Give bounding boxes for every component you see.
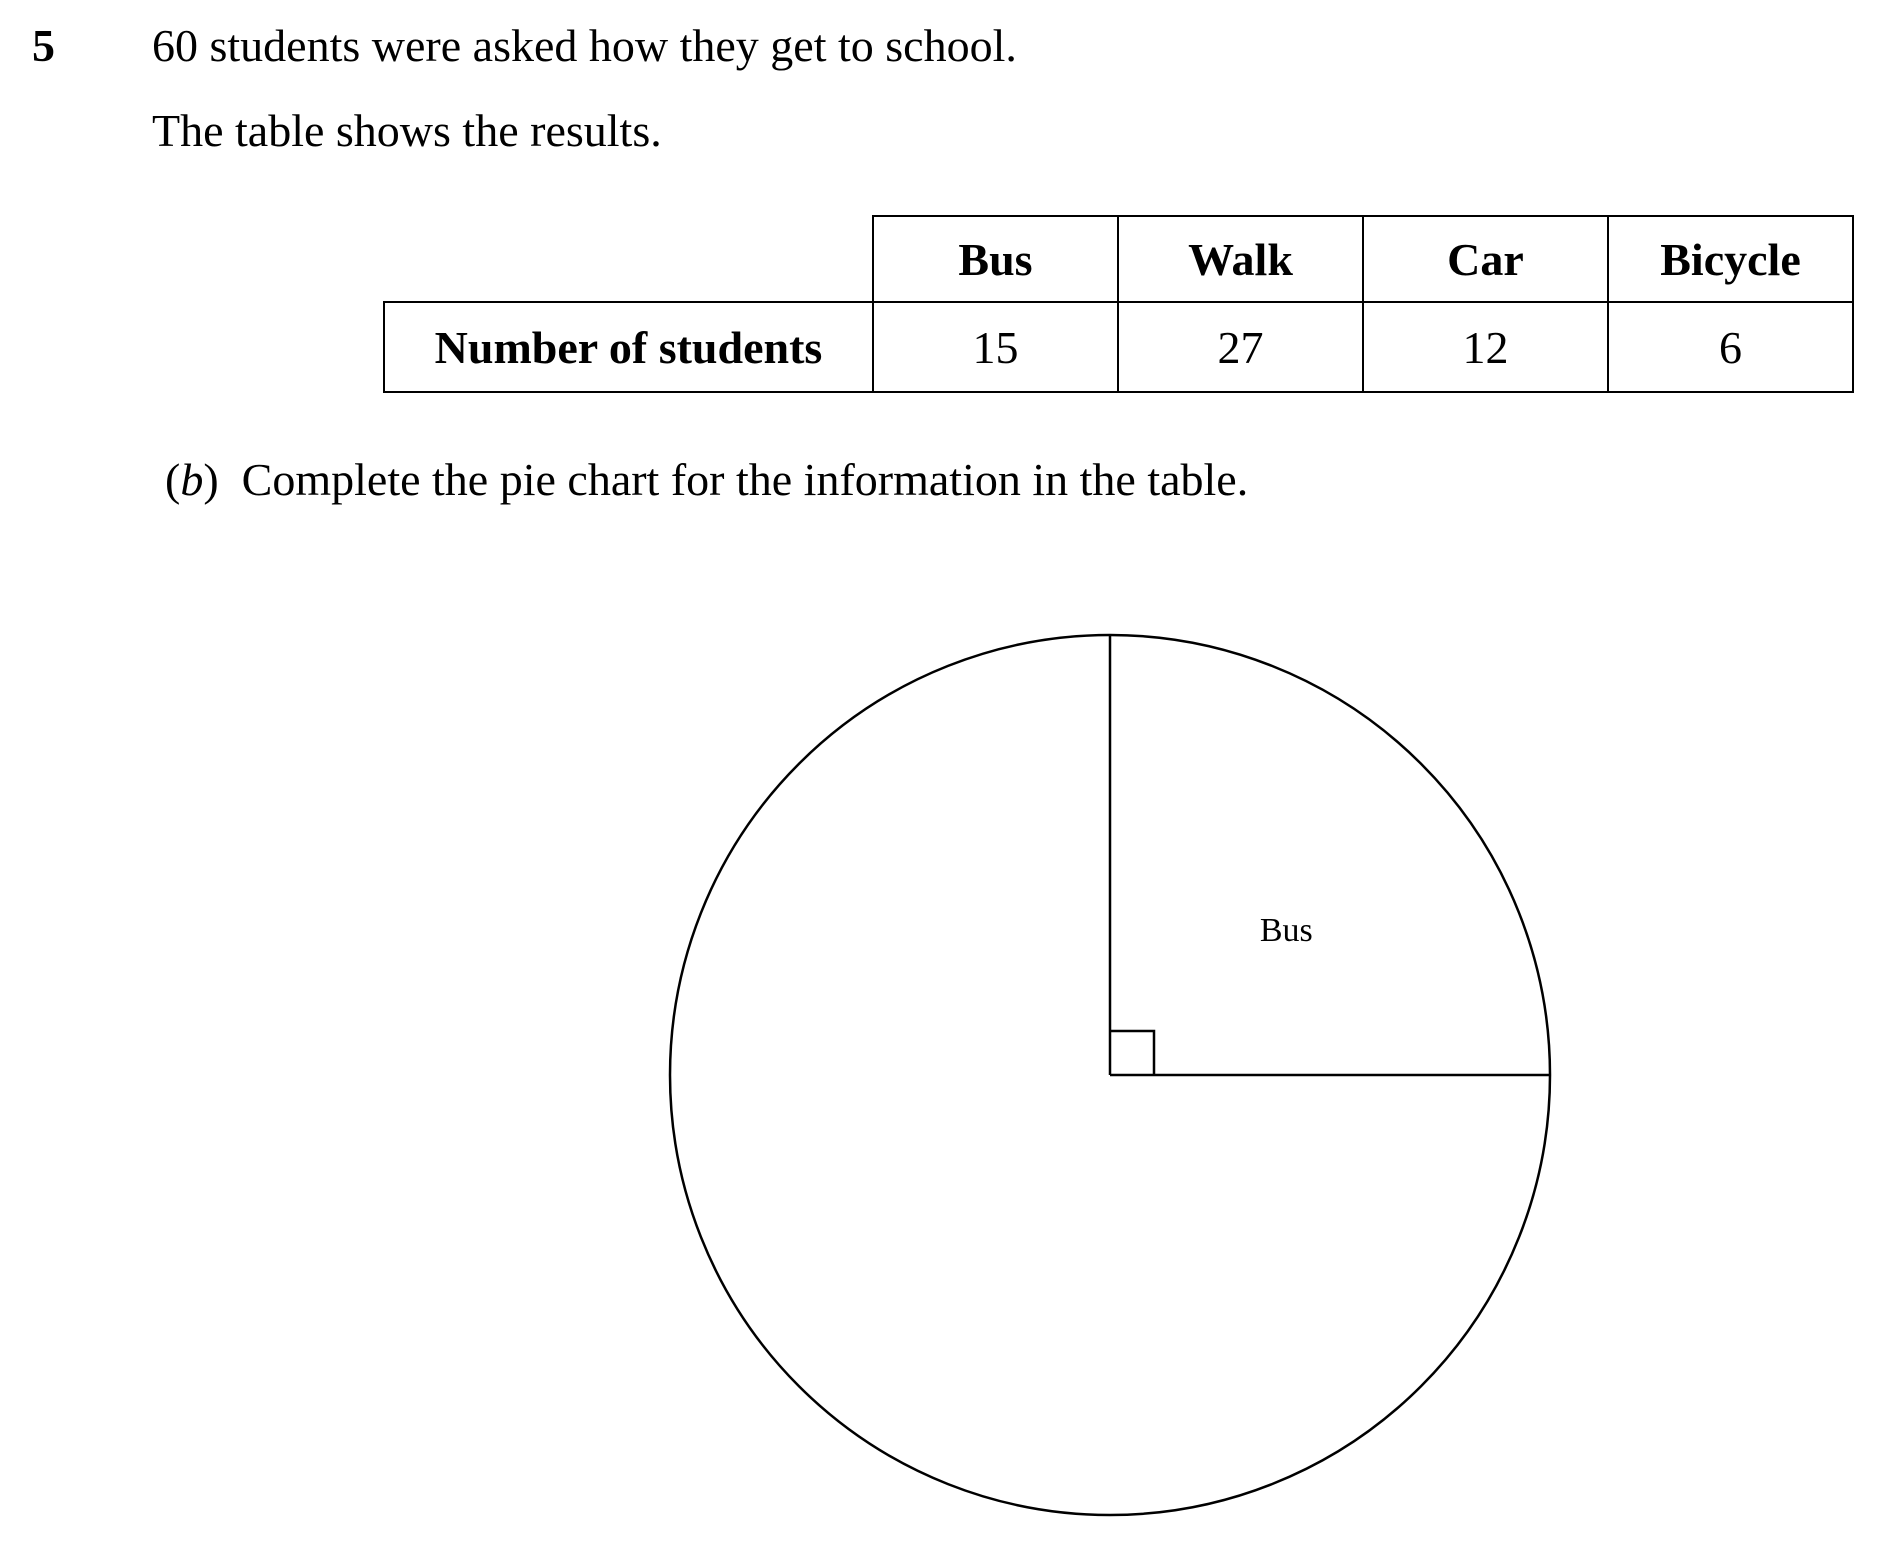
table-header-walk: Walk xyxy=(1118,216,1363,302)
question-table-intro: The table shows the results. xyxy=(152,105,662,156)
table-corner-cell xyxy=(384,216,873,302)
right-angle-marker xyxy=(1110,1031,1154,1075)
table-header-bicycle: Bicycle xyxy=(1608,216,1853,302)
table-cell-walk: 27 xyxy=(1118,302,1363,392)
table-cell-bus: 15 xyxy=(873,302,1118,392)
question-number: 5 xyxy=(32,20,55,71)
table-row-label: Number of students xyxy=(384,302,873,392)
table-header-car: Car xyxy=(1363,216,1608,302)
pie-sector-label: Bus xyxy=(1259,912,1313,950)
table-cell-bicycle: 6 xyxy=(1608,302,1853,392)
part-b-text: Complete the pie chart for the information in the table. xyxy=(241,454,1249,505)
question-intro: 60 students were asked how they get to school. xyxy=(152,20,1017,71)
part-b-letter: b xyxy=(180,454,204,505)
results-table xyxy=(383,215,1854,393)
part-b-instruction: (b) Complete the pie chart for the information in the table. xyxy=(165,454,1249,505)
pie-sectors xyxy=(1110,635,1550,1075)
table-header-row xyxy=(384,216,1853,302)
table-row xyxy=(384,302,1853,392)
pie-chart[interactable] xyxy=(660,625,1560,1525)
table-header-bus: Bus xyxy=(873,216,1118,302)
table-cell-car: 12 xyxy=(1363,302,1608,392)
